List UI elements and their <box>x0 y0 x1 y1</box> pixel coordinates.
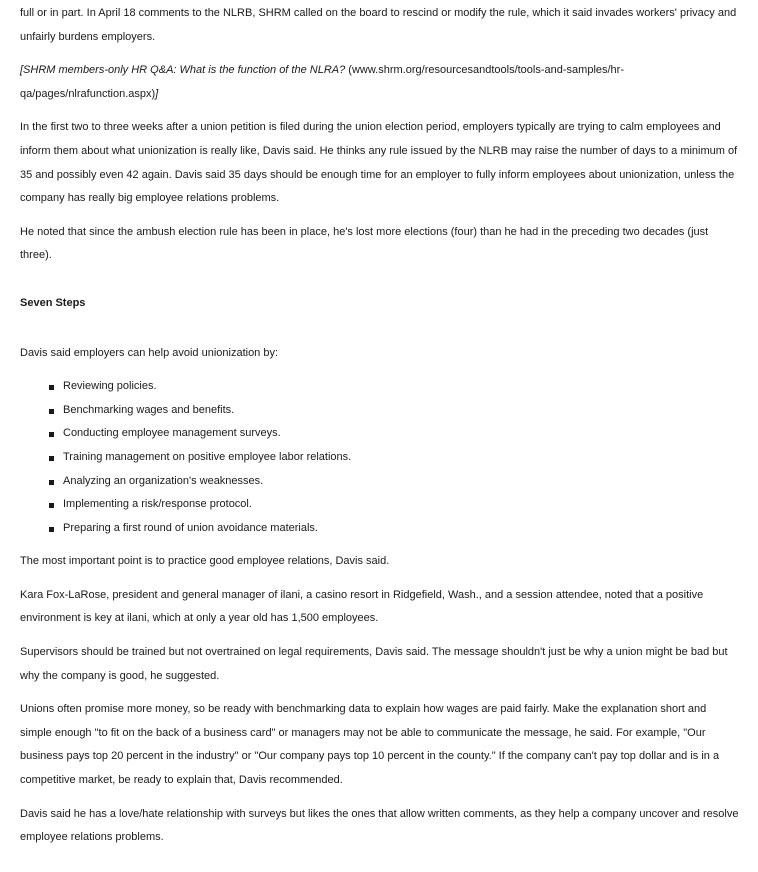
bullet-icon <box>49 432 54 437</box>
bullet-icon <box>49 480 54 485</box>
bullet-icon <box>49 503 54 508</box>
article-paragraph: Unions often promise more money, so be ready with benchmarking data to explain how wages are paid fairly. Make the explanation short and simple enough "to fit on the back of a business card" or managers may not be able to communicate the message, he said. For example, "Our business pays top 20 percent in the industry" or "Our company pays top 10 percent in the county." If the company can't pay top dollar and is in a competitive market, be ready to explain that, Davis recommended. <box>20 703 720 787</box>
bullet-icon <box>49 385 54 390</box>
article-paragraph: full or in part. In April 18 comments to the NLRB, SHRM called on the board to rescind or modify the rule, which it said invades workers' privacy and unfairly burdens employers. <box>20 7 737 43</box>
steps-list-item <box>49 517 740 541</box>
article-paragraph: Kara Fox-LaRose, president and general manager of ilani, a casino resort in Ridgefield, Wash., and a session attendee, noted that a positive environment is key at ilani, which at only a year old has 1,500 employees. <box>20 588 704 625</box>
steps-list-item <box>49 399 740 423</box>
citation-paragraph <box>20 59 740 106</box>
step-label: Preparing a first round of union avoidance materials. <box>63 521 318 534</box>
steps-list <box>20 375 740 540</box>
steps-list-item <box>49 446 740 470</box>
steps-intro: Davis said employers can help avoid unionization by: <box>20 346 279 359</box>
steps-list-item <box>49 422 740 446</box>
bullet-icon <box>49 456 54 461</box>
step-label: Analyzing an organization's weaknesses. <box>63 474 264 487</box>
article-paragraph: The most important point is to practice good employee relations, Davis said. <box>20 555 390 568</box>
step-label: Implementing a risk/response protocol. <box>63 498 252 511</box>
steps-list-item <box>49 493 740 517</box>
article-paragraph: He noted that since the ambush election rule has been in place, he's lost more elections (four) than he had in the preceding two decades (just three). <box>20 225 709 262</box>
citation-title[interactable]: [SHRM members-only HR Q&A: What is the function of the NLRA? <box>20 64 346 77</box>
steps-list-item <box>49 375 740 399</box>
section-heading: Seven Steps <box>20 296 86 309</box>
step-label: Benchmarking wages and benefits. <box>63 403 235 416</box>
article-paragraph: Supervisors should be trained but not overtrained on legal requirements, Davis said. The message shouldn't just be why a union might be bad but why the company is good, he suggested. <box>20 646 728 682</box>
citation-closing: ] <box>155 87 159 100</box>
article-paragraph: Davis said he has a love/hate relationship with surveys but likes the ones that allow written comments, as they help a company uncover and resolve employee relations problems. <box>20 807 739 844</box>
step-label: Reviewing policies. <box>63 380 157 393</box>
bullet-icon <box>49 409 54 414</box>
bullet-icon <box>49 527 54 532</box>
citation-url[interactable]: (www.shrm.org/resourcesandtools/tools-and-samples/hr-qa/pages/nlrafunction.aspx) <box>20 64 625 100</box>
article-paragraph: In the first two to three weeks after a union petition is filed during the union election period, employers typically are trying to calm employees and inform them about what unionization is really like, Davis said. He thinks any rule issued by the NLRB may raise the number of days to a minimum of 35 and possibly even 42 again. Davis said 35 days should be enough time for an employer to fully inform employees about unionization, unless the company has really big employee relations problems. <box>20 121 738 205</box>
step-label: Training management on positive employee labor relations. <box>63 450 352 463</box>
step-label: Conducting employee management surveys. <box>63 427 281 440</box>
steps-list-item <box>49 470 740 494</box>
